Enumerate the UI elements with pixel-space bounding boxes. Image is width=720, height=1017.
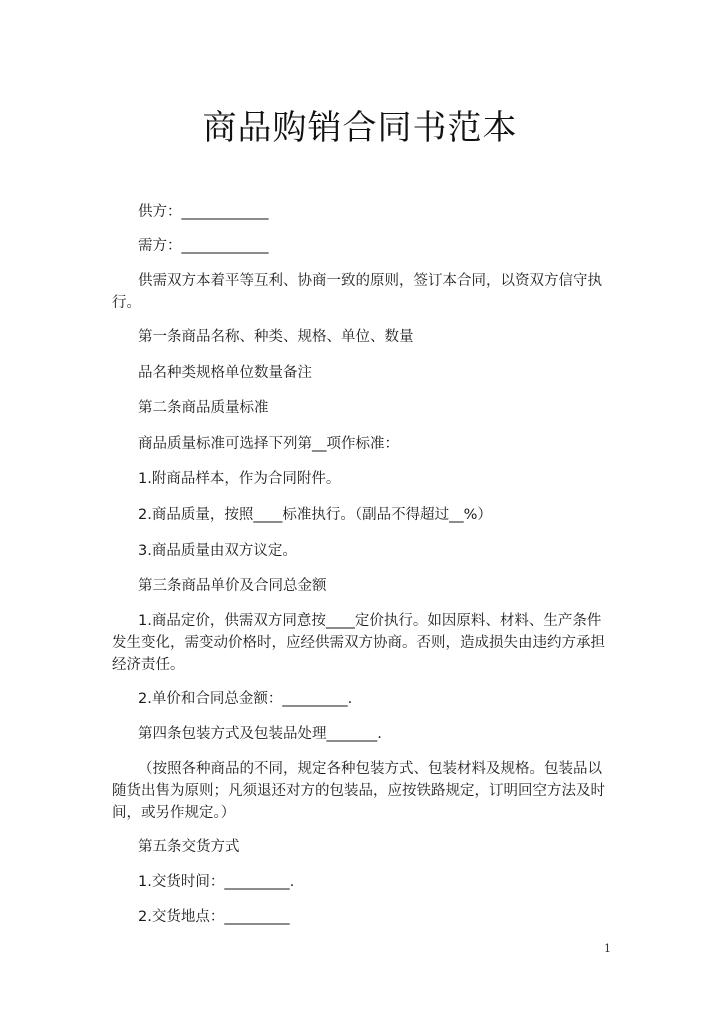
paragraph-text: 品名种类规格单位数量备注	[138, 365, 312, 381]
article-3-item-2	[112, 688, 606, 710]
paragraph-text: 2.商品质量，按照____标准执行。（副品不得超过__%）	[138, 507, 492, 523]
paragraph-text: 3.商品质量由双方议定。	[138, 543, 297, 559]
paragraph-text: 商品质量标准可选择下列第__项作标准：	[138, 436, 399, 452]
article-3-item-1	[112, 610, 606, 676]
article-5-heading	[112, 836, 606, 858]
paragraph-text: 第五条交货方式	[138, 839, 240, 855]
paragraph-text: 供方：____________	[138, 204, 269, 220]
paragraph-text: 第三条商品单价及合同总金额	[138, 578, 327, 594]
paragraph-text: 2.单价和合同总金额：_________.	[138, 691, 353, 707]
paragraph-text: 第一条商品名称、种类、规格、单位、数量	[138, 329, 414, 345]
article-3-heading	[112, 575, 606, 597]
article-5-item-2	[112, 906, 606, 928]
article-2-intro	[112, 433, 606, 455]
article-1-table-header	[112, 362, 606, 384]
document-title: 商品购销合同书范本	[202, 108, 518, 148]
article-4-note	[112, 758, 606, 824]
article-5-item-1	[112, 871, 606, 893]
paragraph-text: 1.交货时间：_________.	[138, 874, 295, 890]
supplier-line	[112, 201, 606, 223]
buyer-line	[112, 235, 606, 257]
article-1-heading	[112, 326, 606, 348]
page-number: 1	[604, 942, 611, 955]
preamble-paragraph	[112, 270, 606, 314]
paragraph-text: 2.交货地点：_________	[138, 909, 290, 925]
paragraph-text: 第四条包装方式及包装品处理_______.	[138, 726, 382, 742]
paragraph-text: 需方：____________	[138, 238, 269, 254]
paragraph-text: （按照各种商品的不同，规定各种包装方式、包装材料及规格。包装品以随货出售为原则；凡须退还对方的包装品，应按铁路规定，订明回空方法及时间，或另作规定。）	[112, 761, 605, 821]
paragraph-text: 供需双方本着平等互利、协商一致的原则，签订本合同，以资双方信守执行。	[112, 273, 602, 311]
article-4-heading	[112, 723, 606, 745]
paragraph-text: 第二条商品质量标准	[138, 400, 269, 416]
article-2-item-1	[112, 468, 606, 490]
article-2-item-2	[112, 504, 606, 526]
article-2-item-3	[112, 540, 606, 562]
paragraph-text: 1.商品定价，供需双方同意按____定价执行。如因原料、材料、生产条件发生变化，需变动价格时，应经供需双方协商。否则，造成损失由违约方承担经济责任。	[112, 613, 605, 673]
article-2-heading	[112, 397, 606, 419]
paragraph-text: 1.附商品样本，作为合同附件。	[138, 471, 341, 487]
